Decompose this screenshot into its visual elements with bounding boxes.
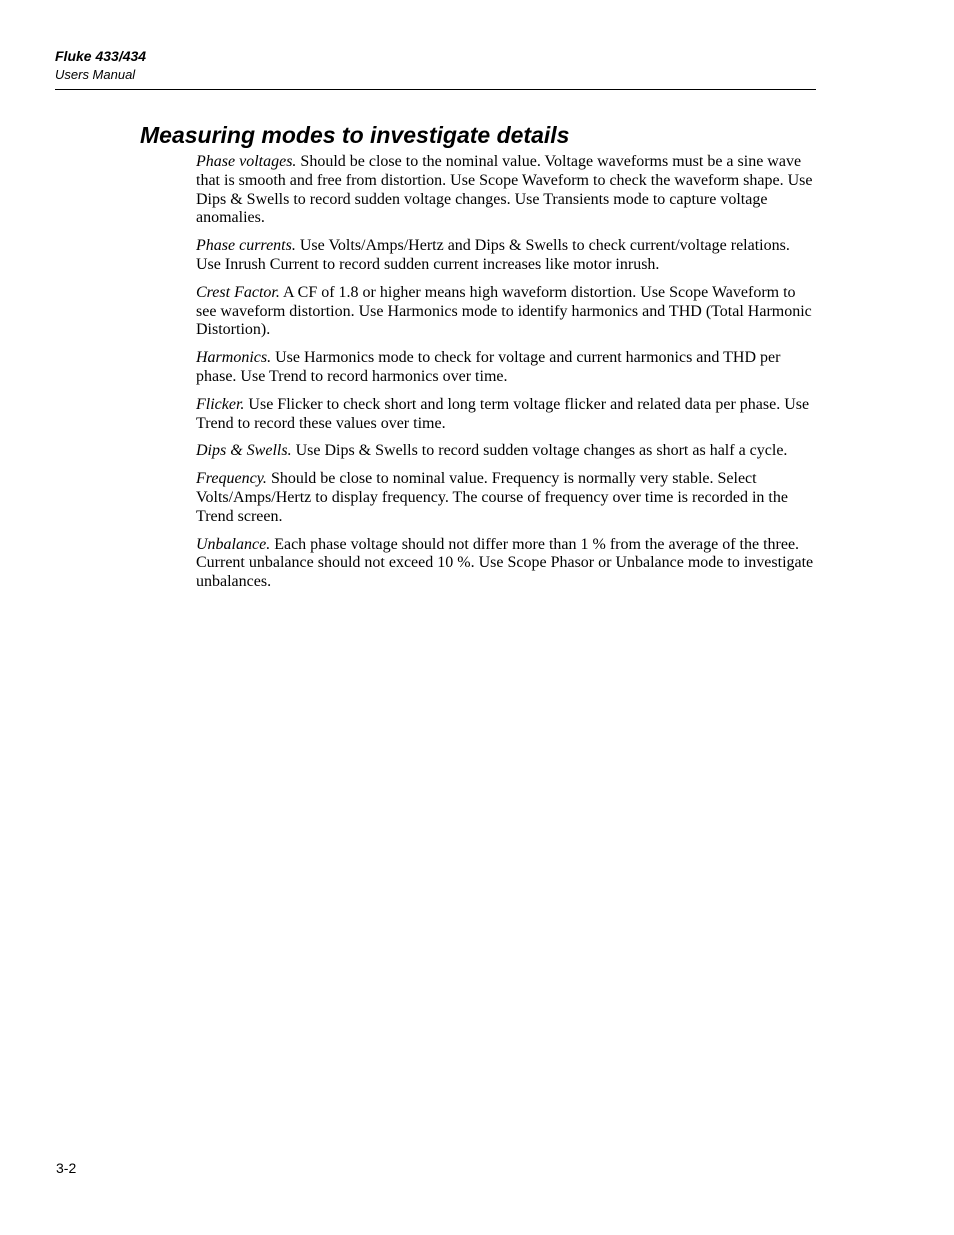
paragraph-term: Crest Factor. <box>196 283 280 301</box>
paragraph-text: Use Dips & Swells to record sudden voltage changes as short as half a cycle. <box>291 442 788 460</box>
paragraph-flicker <box>196 396 816 434</box>
manual-subtitle: Users Manual <box>55 67 136 82</box>
paragraph-term: Dips & Swells. <box>196 442 292 460</box>
paragraph-text: Should be close to nominal value. Frequency is normally very stable. Select Volts/Amps/Hertz to display frequency. The course of frequency over time is recorded in the Trend screen. <box>196 470 788 525</box>
paragraph-phase-voltages <box>196 153 816 228</box>
paragraph-text: Use Harmonics mode to check for voltage and current harmonics and THD per phase. Use Trend to record harmonics over time. <box>196 349 781 385</box>
paragraph-term: Harmonics. <box>196 349 272 367</box>
paragraph-term: Unbalance. <box>196 535 271 553</box>
paragraph-text: Each phase voltage should not differ more than 1 % from the average of the three. Current unbalance should not exceed 10 %. Use Scope Phasor or Unbalance mode to investigate unbalances. <box>196 535 814 591</box>
paragraph-text: Should be close to the nominal value. Voltage waveforms must be a sine wave that is smooth and free from distortion. Use Scope Waveform to check the waveform shape. Use Dips & Swells to record sudden voltage changes. Use Transients mode to capture voltage anomalies. <box>196 153 813 227</box>
paragraph-phase-currents <box>196 237 816 275</box>
paragraph-text: Use Volts/Amps/Hertz and Dips & Swells to check current/voltage relations. Use Inrush Current to record sudden current increases like motor inrush. <box>196 237 790 273</box>
paragraph-term: Flicker. <box>196 395 245 413</box>
paragraph-crest-factor <box>196 284 816 340</box>
paragraph-text: Use Flicker to check short and long term voltage flicker and related data per phase. Use Trend to record these values over time. <box>196 395 810 432</box>
page-number: 3-2 <box>56 1160 77 1176</box>
paragraph-term: Frequency. <box>196 470 267 488</box>
paragraph-text: A CF of 1.8 or higher means high waveform distortion. Use Scope Waveform to see waveform distortion. Use Harmonics mode to identify harmonics and THD (Total Harmonic Distortion). <box>196 283 812 339</box>
paragraph-frequency <box>196 470 816 526</box>
paragraph-unbalance <box>196 536 816 592</box>
paragraph-term: Phase currents. <box>196 237 296 255</box>
manual-title: Fluke 433/434 <box>55 48 147 64</box>
section-heading: Measuring modes to investigate details <box>140 122 570 148</box>
header-divider <box>55 89 816 90</box>
paragraph-term: Phase voltages. <box>196 153 297 170</box>
paragraph-harmonics <box>196 349 816 387</box>
running-header <box>55 48 816 83</box>
section-body <box>196 153 816 601</box>
paragraph-dips-swells <box>196 442 816 461</box>
